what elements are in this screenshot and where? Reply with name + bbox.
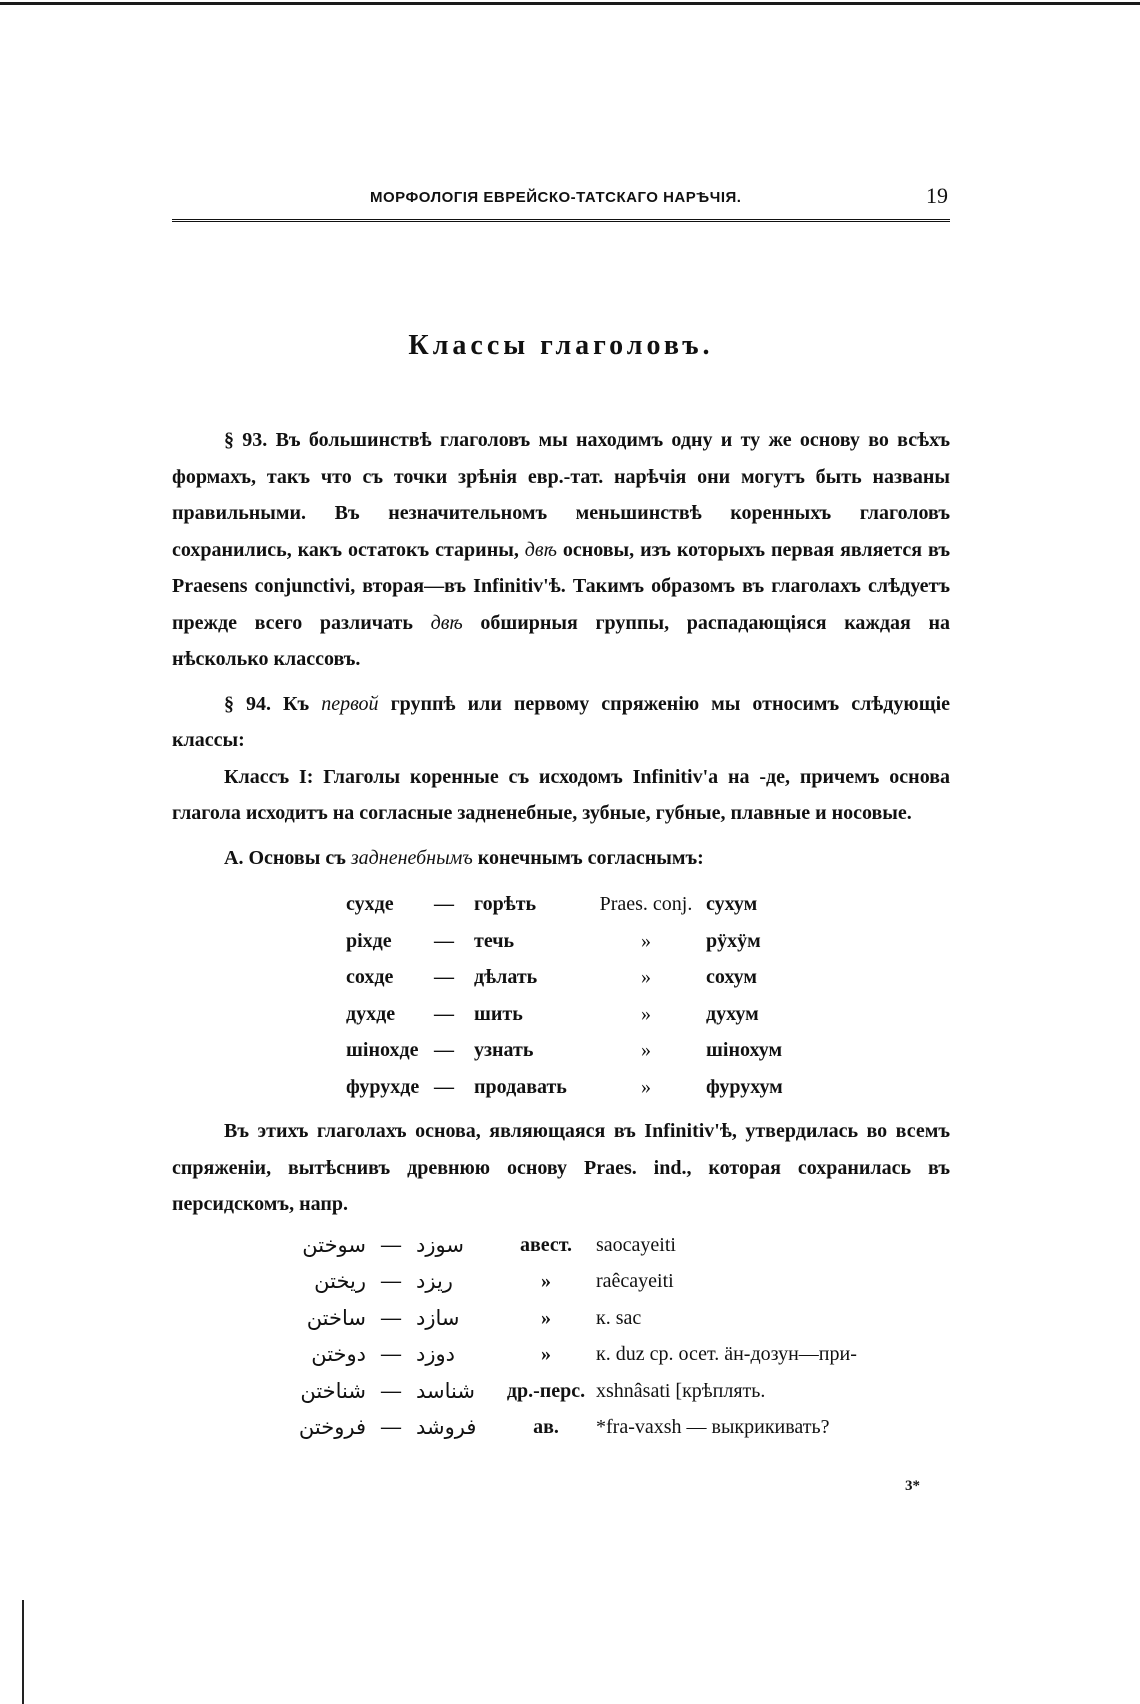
verb-reference: » bbox=[641, 1075, 651, 1098]
p93-emphasis-2: двѣ bbox=[430, 611, 463, 634]
verb-dash: — bbox=[434, 893, 454, 915]
verb-meaning: продавать bbox=[474, 1075, 567, 1098]
paragraph-93 bbox=[172, 422, 950, 678]
verb-present: рӱхӱм bbox=[706, 929, 761, 952]
verb-meaning: узнать bbox=[474, 1039, 534, 1061]
p93-mid: основы, изъ которыхъ первая является въ Praesens conjunctivi, вторая—въ Infinitiv'ѣ. Такимъ образомъ въ глаголахъ слѣдуетъ прежде всего различать bbox=[172, 538, 951, 634]
p94-emphasis: первой bbox=[321, 692, 379, 715]
verb-present: духум bbox=[706, 1002, 759, 1025]
verb-infinitive: духде bbox=[346, 1002, 396, 1025]
verb-row bbox=[346, 923, 826, 960]
p93-lead: § 93. Въ большинствѣ глаголовъ мы находимъ одну и ту же основу во всѣхъ формахъ, такъ что съ точки зрѣнія евр.-тат. нарѣчія они могутъ быть названы правильными. Въ незначительномъ меньшинствѣ коренныхъ глаголовъ сохранились, какъ остатокъ старины, bbox=[172, 429, 950, 561]
persian-row bbox=[276, 1409, 857, 1446]
paragraph-after-table: Въ этихъ глаголахъ основа, являющаяся въ Infinitiv'ѣ, утвердилась во всемъ спряженіи, вытѣснивъ древнюю основу Praes. ind., которая сохранилась въ персидскомъ, напр. bbox=[172, 1120, 950, 1215]
verb-infinitive: сухде bbox=[346, 893, 394, 915]
verb-dash: — bbox=[434, 966, 454, 988]
persian-infinitive: ساختن bbox=[306, 1305, 366, 1330]
verb-dash: — bbox=[434, 1039, 454, 1061]
verb-infinitive: ріхде bbox=[346, 929, 392, 952]
persian-row bbox=[276, 1336, 857, 1373]
p93-tail: обширныя группы, распадающіяся каждая на нѣсколько классовъ. bbox=[172, 611, 951, 670]
persian-infinitive: دوختن bbox=[311, 1342, 366, 1366]
persian-dash: — bbox=[381, 1416, 401, 1438]
verb-reference: » bbox=[641, 929, 651, 952]
persian-reference: др.-перс. bbox=[506, 1379, 586, 1402]
persian-row bbox=[276, 1263, 857, 1300]
section-a-lead: А. Основы съ bbox=[224, 846, 346, 869]
verb-infinitive: шінохде bbox=[346, 1039, 419, 1061]
verb-row bbox=[346, 996, 826, 1033]
signature-mark: 3* bbox=[905, 1478, 920, 1494]
verb-meaning: шить bbox=[474, 1002, 523, 1025]
persian-note: xshnâsati [крѣплять. bbox=[596, 1379, 766, 1402]
class-1-paragraph: Классъ I: Глаголы коренные съ исходомъ Infinitiv'а на -де, причемъ основа глагола исходитъ на согласные задненебные, зубные, губные, плавные и носовые. bbox=[172, 765, 950, 824]
verb-row bbox=[346, 886, 826, 923]
persian-reference: авест. bbox=[519, 1233, 573, 1256]
persian-infinitive: ریختن bbox=[314, 1269, 366, 1293]
section-title: Классы глаголовъ. bbox=[408, 330, 714, 361]
verb-meaning: дѣлать bbox=[474, 966, 538, 988]
section-a-emphasis: задненебнымъ bbox=[350, 846, 473, 869]
verb-present: фурухум bbox=[706, 1075, 783, 1098]
verb-row bbox=[346, 959, 826, 996]
verb-infinitive: фурухде bbox=[346, 1075, 420, 1098]
persian-stem: شناسد bbox=[416, 1378, 475, 1403]
verb-infinitive: сохде bbox=[346, 966, 394, 988]
persian-dash: — bbox=[381, 1343, 401, 1365]
persian-reference: » bbox=[541, 1306, 551, 1329]
persian-infinitive: شناختن bbox=[300, 1378, 366, 1403]
verb-dash: — bbox=[434, 1075, 454, 1098]
paragraph-94 bbox=[172, 686, 950, 759]
persian-dash: — bbox=[381, 1379, 401, 1402]
verb-present: шінохум bbox=[706, 1039, 783, 1061]
verb-reference: » bbox=[641, 1039, 651, 1061]
verb-meaning: горѣть bbox=[474, 893, 537, 915]
persian-note: raêcayeiti bbox=[596, 1270, 674, 1292]
persian-stem: سازد bbox=[416, 1305, 460, 1330]
persian-dash: — bbox=[381, 1233, 401, 1256]
top-edge-rule bbox=[0, 0, 1140, 7]
persian-dash: — bbox=[381, 1270, 401, 1292]
persian-reference: ав. bbox=[533, 1416, 559, 1438]
page-number: 19 bbox=[926, 183, 948, 208]
p94-tail: группѣ или первому спряженію мы относимъ слѣдующіе классы: bbox=[172, 692, 951, 751]
persian-infinitive: فروختن bbox=[298, 1415, 366, 1439]
verb-reference: » bbox=[641, 1002, 651, 1025]
persian-reference: » bbox=[541, 1270, 551, 1292]
verb-table bbox=[346, 886, 826, 1105]
page-header bbox=[172, 183, 950, 222]
verb-reference: Praes. conj. bbox=[599, 893, 693, 915]
section-a-heading bbox=[172, 840, 950, 877]
persian-note: к. duz ср. осет. ӓн-дозун—при- bbox=[596, 1343, 857, 1365]
verb-dash: — bbox=[434, 929, 454, 952]
section-a-tail: конечнымъ согласнымъ: bbox=[477, 846, 704, 869]
persian-stem: سوزد bbox=[416, 1232, 464, 1257]
persian-stem: فروشد bbox=[416, 1415, 477, 1439]
persian-stem: دوزد bbox=[416, 1342, 455, 1366]
persian-note: *fra-vaxsh — выкрикивать? bbox=[596, 1416, 830, 1438]
p93-emphasis-1: двѣ bbox=[524, 538, 557, 561]
persian-row bbox=[276, 1300, 857, 1337]
persian-row bbox=[276, 1227, 857, 1264]
persian-table bbox=[276, 1227, 857, 1446]
verb-dash: — bbox=[434, 1002, 454, 1025]
verb-present: сохум bbox=[706, 966, 757, 988]
verb-meaning: течь bbox=[474, 929, 515, 952]
running-title: МОРФОЛОГІЯ ЕВРЕЙСКО-ТАТСКАГО НАРѢЧІЯ. bbox=[370, 189, 742, 206]
p94-lead: § 94. Къ bbox=[224, 692, 310, 715]
persian-row bbox=[276, 1373, 857, 1410]
persian-reference: » bbox=[541, 1343, 551, 1365]
verb-present: сухум bbox=[706, 893, 758, 915]
verb-row bbox=[346, 1032, 826, 1069]
persian-note: к. sac bbox=[596, 1306, 642, 1329]
page-body bbox=[172, 422, 950, 1446]
persian-infinitive: سوختن bbox=[302, 1232, 366, 1257]
persian-stem: ریزد bbox=[416, 1269, 453, 1293]
persian-dash: — bbox=[381, 1306, 401, 1329]
verb-reference: » bbox=[641, 966, 651, 988]
persian-note: saocayeiti bbox=[596, 1233, 676, 1256]
verb-row bbox=[346, 1069, 826, 1106]
left-edge-rule bbox=[22, 1600, 24, 1704]
